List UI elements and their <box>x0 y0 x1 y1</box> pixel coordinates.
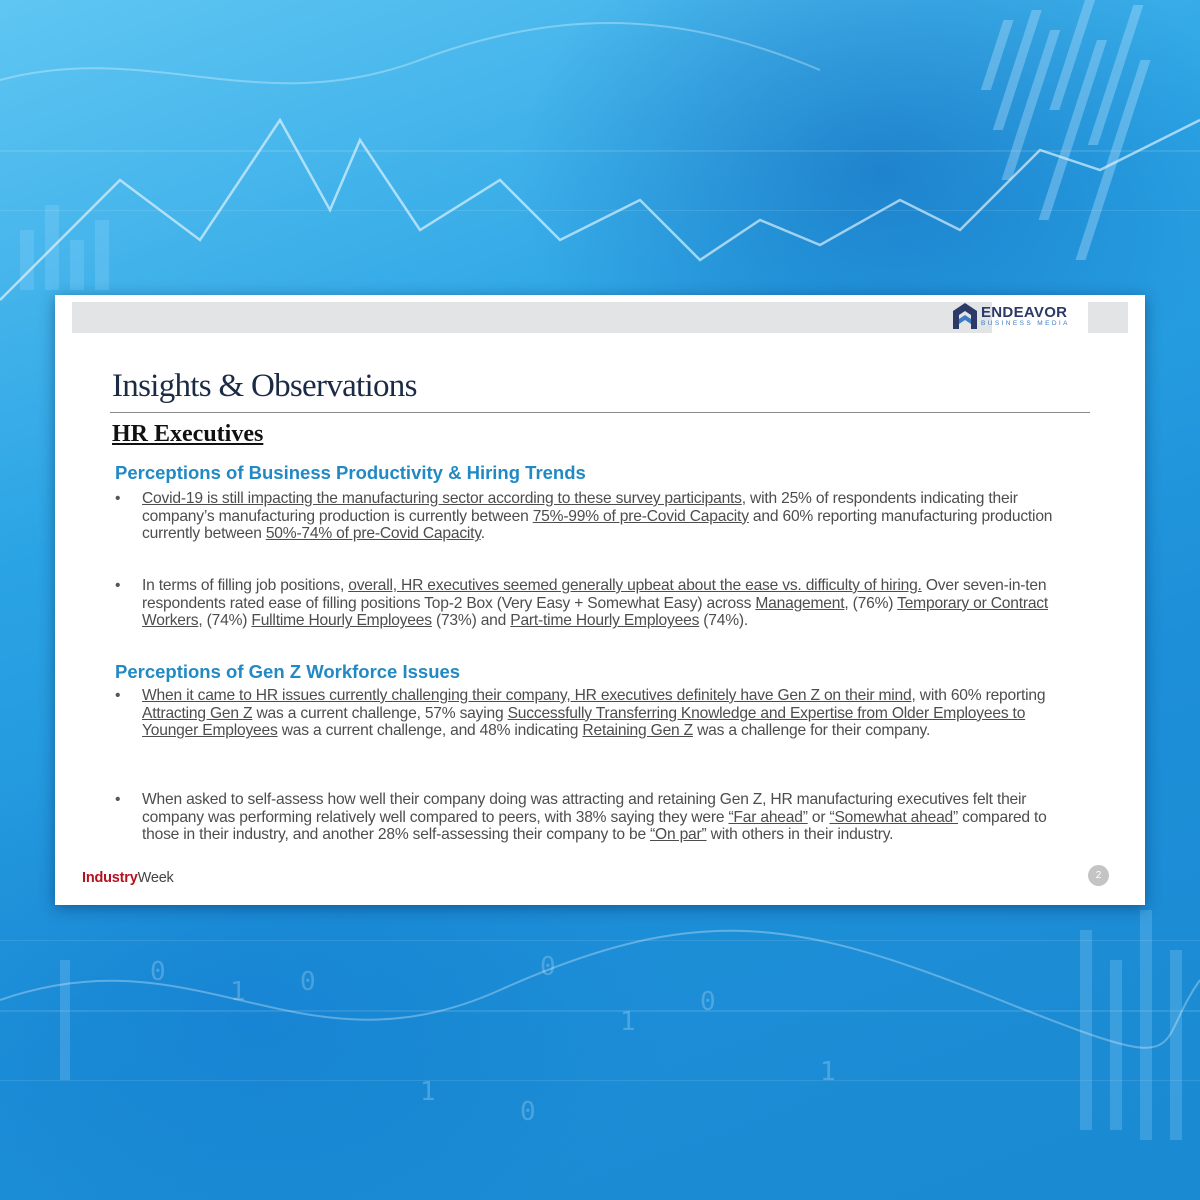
svg-text:0: 0 <box>700 987 716 1017</box>
svg-text:1: 1 <box>420 1077 436 1107</box>
bullet-dot-icon: • <box>115 791 121 808</box>
section-heading-gen-z: Perceptions of Gen Z Workforce Issues <box>115 661 461 682</box>
bullet-text: Management <box>755 594 845 612</box>
bullet-text: (73%) and <box>431 612 511 630</box>
section-heading-productivity: Perceptions of Business Productivity & Hiring Trends <box>115 462 586 483</box>
bullet-item <box>115 791 1075 844</box>
svg-text:0: 0 <box>150 957 166 987</box>
bullet-text: “Far ahead” <box>728 808 808 826</box>
bullet-text: When asked to self-assess how well their company doing was attracting and retaining Gen Z, HR manufacturing executives felt their company was performing relatively well compared to peers, with 38% saying they were <box>142 791 1027 826</box>
bullet-text: , (76%) <box>844 594 898 612</box>
bullet-text: Attracting Gen Z <box>142 704 253 722</box>
bullet-text: or <box>807 808 830 826</box>
bullet-item <box>115 490 1075 543</box>
svg-text:1: 1 <box>230 977 246 1007</box>
page-number-badge: 2 <box>1088 865 1109 886</box>
bullet-text: , with 25% of respondents indicating their company’s manufacturing production is currently between <box>142 490 1018 525</box>
svg-text:0: 0 <box>520 1097 536 1127</box>
bullet-dot-icon: • <box>115 687 121 704</box>
svg-text:0: 0 <box>540 952 556 982</box>
bullet-text: (74%). <box>699 612 749 630</box>
bullet-text: Retaining Gen Z <box>582 722 693 740</box>
brand-tagline: BUSINESS MEDIA <box>981 319 1070 327</box>
endeavor-chevron-logo-icon <box>952 302 978 330</box>
bullet-text: Temporary or Contract Workers <box>142 594 1049 630</box>
bullet-text: was a current challenge, and 48% indicating <box>277 722 583 740</box>
bullet-item <box>115 687 1075 740</box>
bullet-text: with others in their industry. <box>706 826 894 844</box>
bullet-text: Part-time Hourly Employees <box>510 612 700 630</box>
bullet-text: was a challenge for their company. <box>692 722 931 740</box>
bullet-text: Covid-19 is still impacting the manufacturing sector according to these survey participants <box>142 490 742 507</box>
bullet-text: Over seven-in-ten respondents rated ease of filling positions Top-2 Box (Very Easy + Somewhat Easy) across <box>142 577 1047 612</box>
bullet-text: , with 60% reporting <box>911 687 1046 704</box>
bullet-text: overall, HR executives seemed generally upbeat about the ease vs. difficulty of hiring. <box>348 577 922 594</box>
bullet-text: “Somewhat ahead” <box>829 808 959 826</box>
bullet-text: and 60% reporting manufacturing production currently between <box>142 507 1053 543</box>
bullet-text: compared to those in their industry, and another 28% self-assessing their company to be <box>142 808 1047 844</box>
svg-text:1: 1 <box>620 1007 636 1037</box>
bullet-dot-icon: • <box>115 490 121 507</box>
bullet-text: “On par” <box>650 826 707 844</box>
bullet-item <box>115 577 1075 630</box>
bullet-text: When it came to HR issues currently challenging their company, HR executives definitely have Gen Z on their mind <box>142 687 912 704</box>
endeavor-logo <box>952 302 1070 330</box>
industryweek-logo-part1: Industry <box>82 870 138 886</box>
brand-name: ENDEAVOR <box>981 303 1068 321</box>
page-title: Insights & Observations <box>112 368 417 404</box>
bullet-text: was a current challenge, 57% saying <box>252 704 508 722</box>
bullet-text: In terms of filling job positions, <box>142 577 349 594</box>
bullet-text: 50%-74% of pre-Covid Capacity <box>265 525 481 543</box>
bullet-text: Successfully Transferring Knowledge and Expertise from Older Employees to Younger Employees <box>142 704 1026 740</box>
title-divider <box>110 412 1090 413</box>
bullet-text: , (74%) <box>198 612 252 630</box>
industryweek-logo-part2: Week <box>137 870 174 886</box>
slide-card <box>55 295 1145 905</box>
bullet-text: . <box>480 525 485 543</box>
header-bar <box>72 302 992 333</box>
industryweek-logo <box>82 870 174 886</box>
bullet-dot-icon: • <box>115 577 121 594</box>
header-bar-right <box>1088 302 1128 333</box>
bullet-text: 75%-99% of pre-Covid Capacity <box>532 507 749 525</box>
page-subtitle: HR Executives <box>112 421 264 447</box>
svg-text:1: 1 <box>820 1057 836 1087</box>
bullet-text: Fulltime Hourly Employees <box>251 612 432 630</box>
svg-text:0: 0 <box>300 967 316 997</box>
